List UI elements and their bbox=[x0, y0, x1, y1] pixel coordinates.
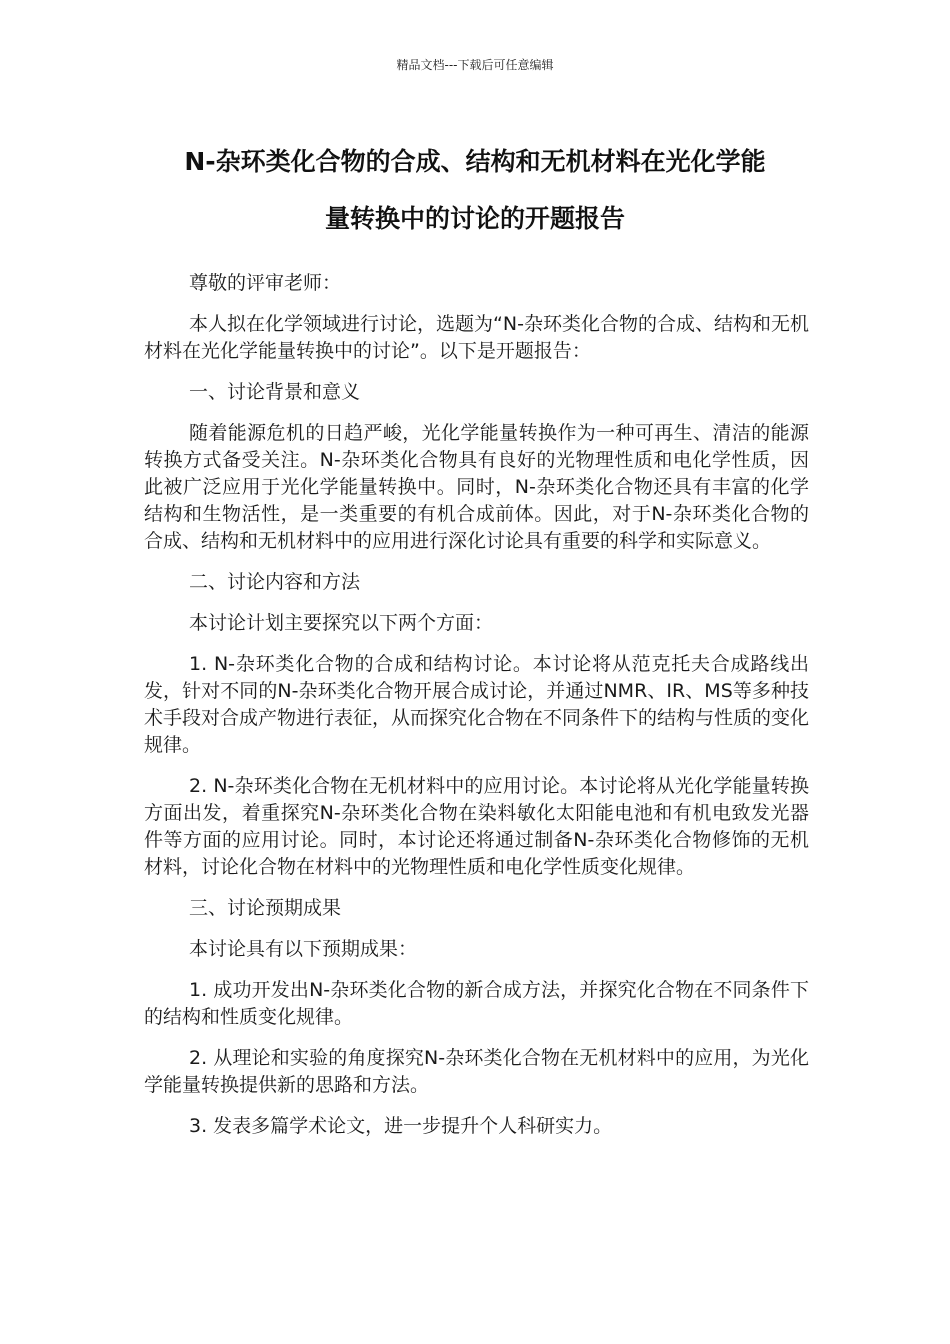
section-heading-outcomes: 三、讨论预期成果 bbox=[189, 897, 342, 919]
content-item-1: 1. N-杂环类化合物的合成和结构讨论。本讨论将从范克托夫合成路线出发，针对不同的N-杂环类化合物开展合成讨论，并通过NMR、IR、MS等多种技术手段对合成产物进行表征，从而探究化合物在不同条件下的结构与性质的变化规律。 bbox=[144, 653, 810, 756]
outcomes-intro-paragraph: 本讨论具有以下预期成果： bbox=[189, 938, 418, 960]
document-title-line-1: N-杂环类化合物的合成、结构和无机材料在光化学能 bbox=[184, 147, 766, 176]
background-paragraph: 随着能源危机的日趋严峻，光化学能量转换作为一种可再生、清洁的能源转换方式备受关注。N-杂环类化合物具有良好的光物理性质和电化学性质，因此被广泛应用于光化学能量转换中。同时，N-杂环类化合物还具有丰富的化学结构和生物活性，是一类重要的有机合成前体。因此，对于N-杂环类化合物的合成、结构和无机材料中的应用进行深化讨论具有重要的科学和实际意义。 bbox=[144, 422, 809, 552]
intro-paragraph: 本人拟在化学领域进行讨论，选题为“N-杂环类化合物的合成、结构和无机材料在光化学能量转换中的讨论”。以下是开题报告： bbox=[144, 313, 809, 362]
outcome-item-2: 2. 从理论和实验的角度探究N-杂环类化合物在无机材料中的应用，为光化学能量转换提供新的思路和方法。 bbox=[144, 1047, 809, 1096]
salutation: 尊敬的评审老师： bbox=[189, 272, 342, 294]
section-heading-content: 二、讨论内容和方法 bbox=[189, 571, 361, 593]
section-heading-background: 一、讨论背景和意义 bbox=[189, 381, 361, 403]
document-title-line-2: 量转换中的讨论的开题报告 bbox=[324, 204, 625, 233]
document-body bbox=[144, 270, 809, 1140]
content-item-2: 2. N-杂环类化合物在无机材料中的应用讨论。本讨论将从光化学能量转换方面出发，着重探究N-杂环类化合物在染料敏化太阳能电池和有机电致发光器件等方面的应用讨论。同时，本讨论还将通过制备N-杂环类化合物修饰的无机材料，讨论化合物在材料中的光物理性质和电化学性质变化规律。 bbox=[144, 775, 809, 878]
outcome-item-3: 3. 发表多篇学术论文，进一步提升个人科研实力。 bbox=[189, 1115, 613, 1137]
content-intro-paragraph: 本讨论计划主要探究以下两个方面： bbox=[189, 612, 494, 634]
document-title bbox=[135, 133, 815, 247]
outcome-item-1: 1. 成功开发出N-杂环类化合物的新合成方法，并探究化合物在不同条件下的结构和性质变化规律。 bbox=[144, 979, 809, 1028]
page-header-note: 精品文档---下载后可任意编辑 bbox=[396, 58, 554, 72]
